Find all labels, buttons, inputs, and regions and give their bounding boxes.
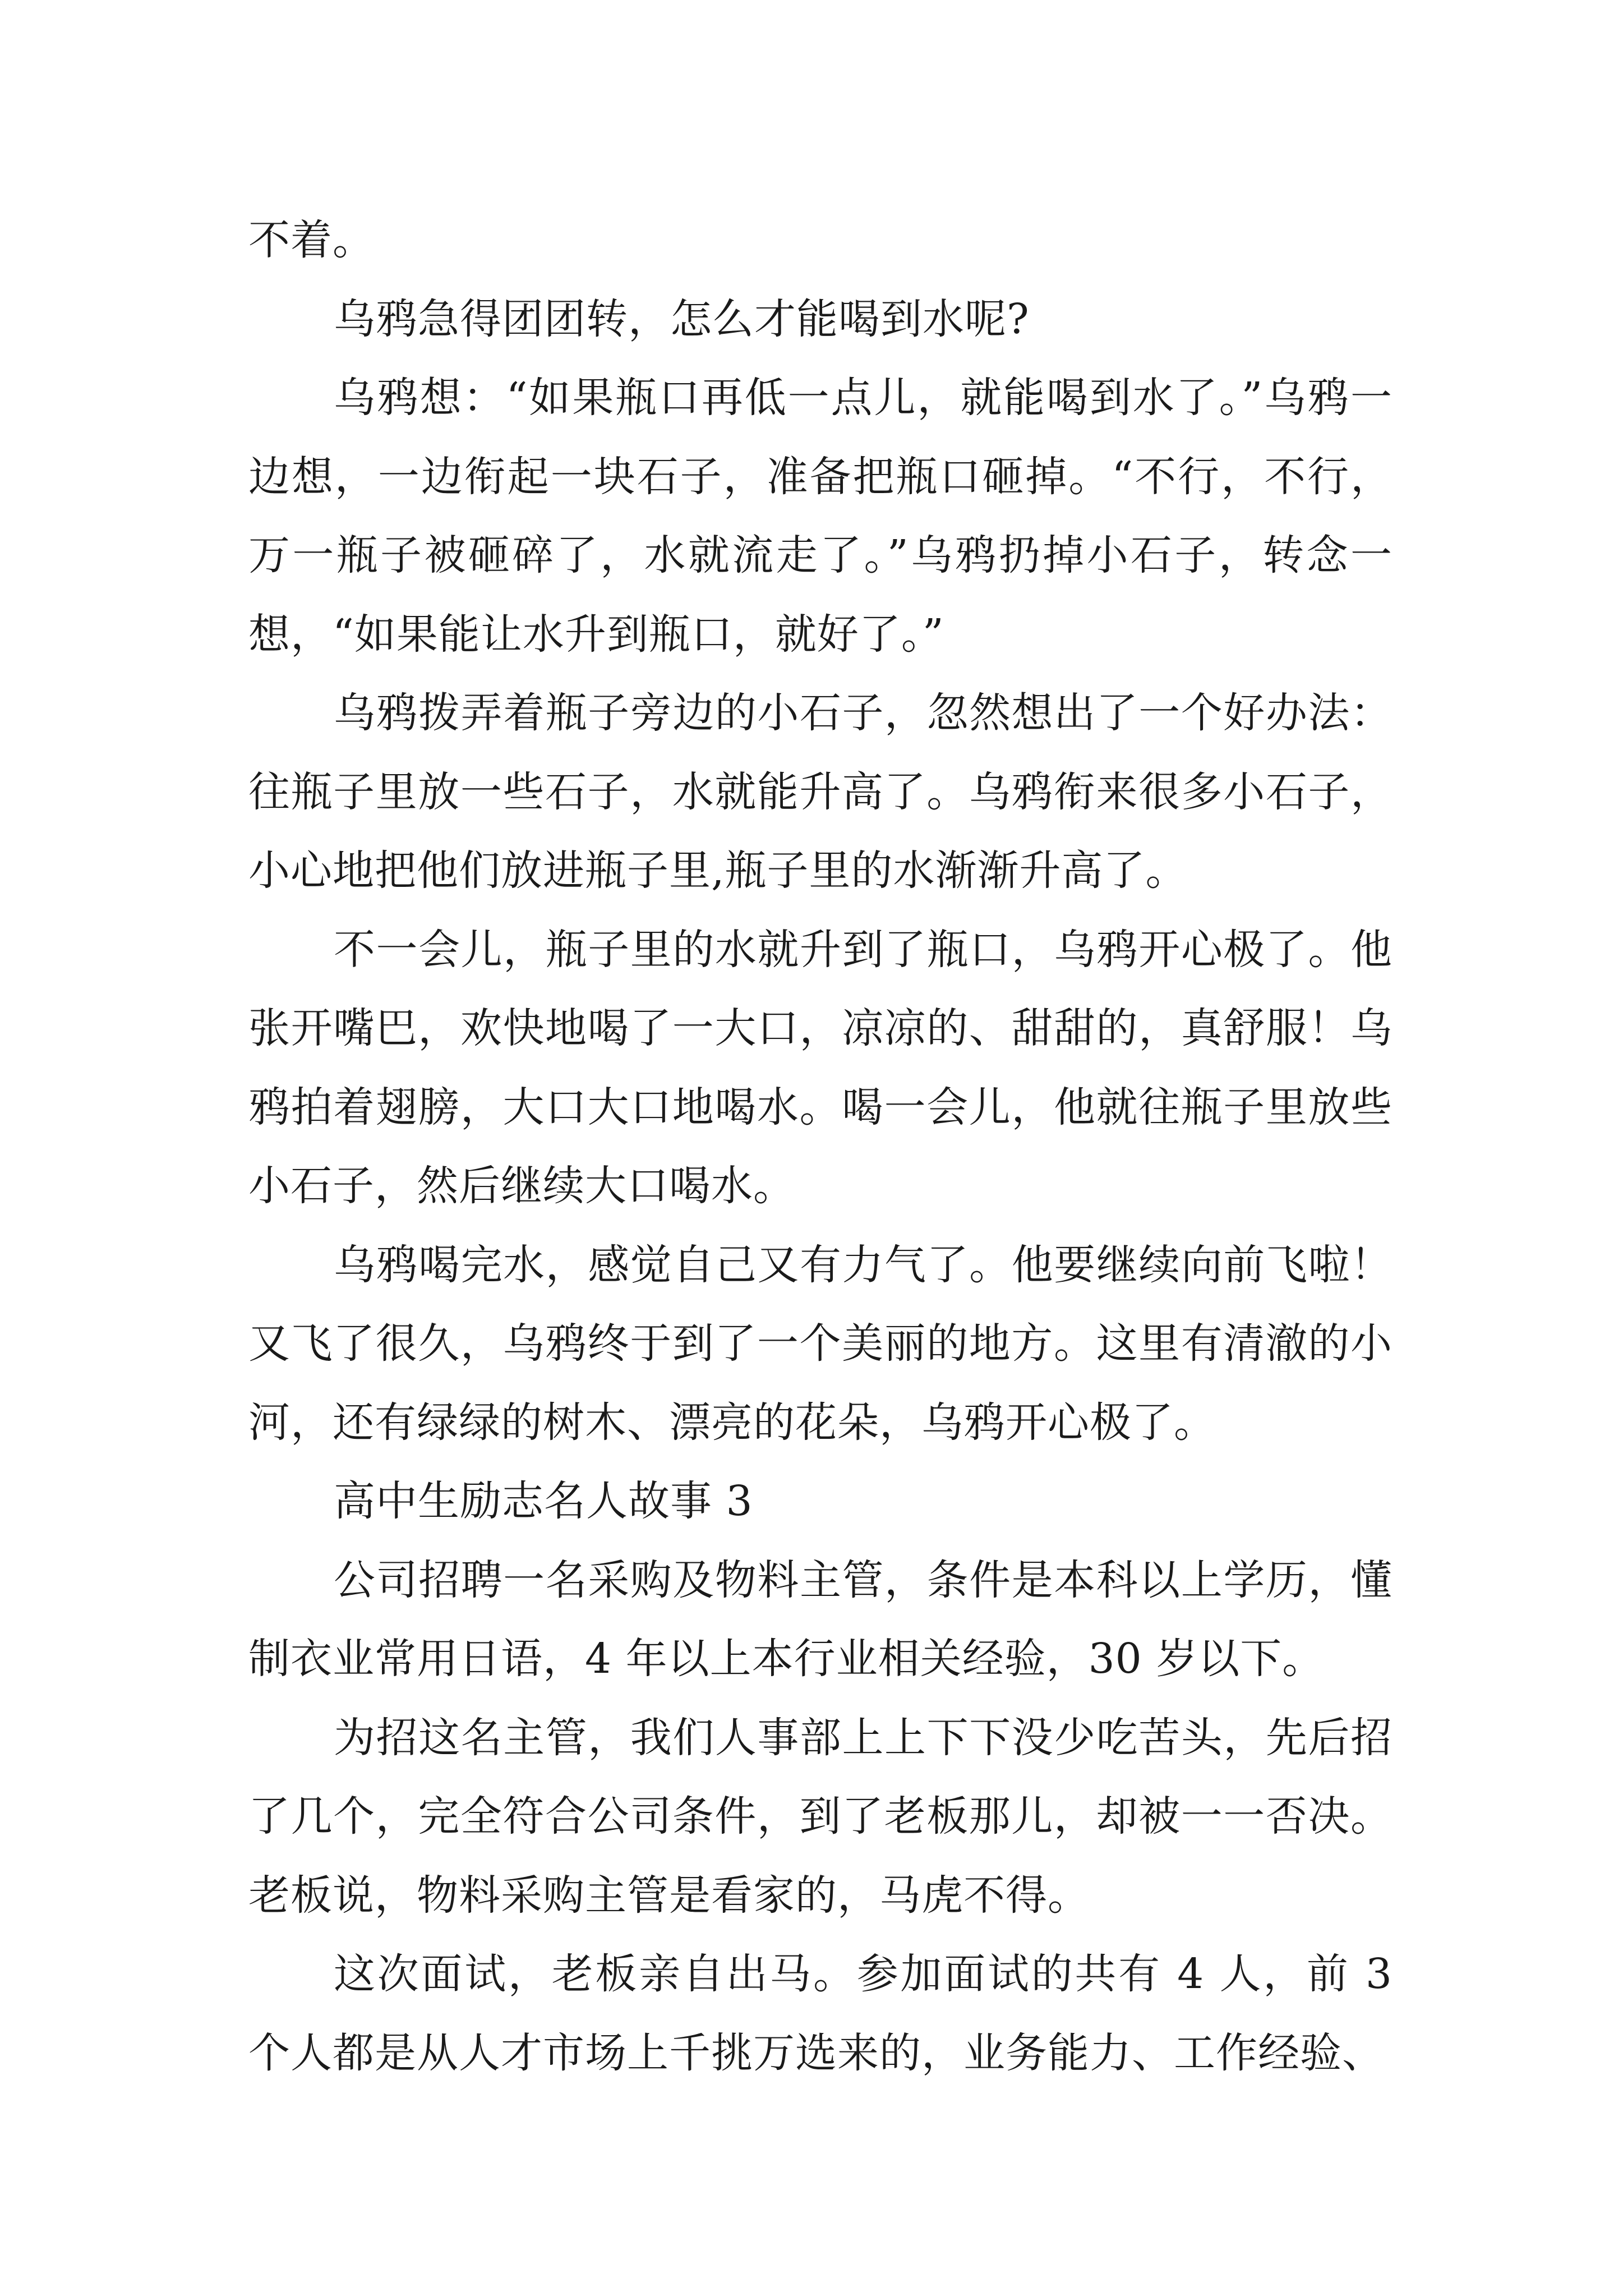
paragraph-4: 乌鸦拨弄着瓶子旁边的小石子，忽然想出了一个好办法：往瓶子里放一些石子，水就能升高了。乌鸦衔来很多小石子，小心地把他们放进瓶子里,瓶子里的水渐渐升高了。 — [248, 689, 1393, 895]
paragraph-1: 不着。 — [248, 216, 375, 264]
paragraph-7: 公司招聘一名采购及物料主管，条件是本科以上学历，懂制衣业常用日语，4 年以上本行业相关经验，30 岁以下。 — [248, 1556, 1393, 1683]
paragraph-6: 乌鸦喝完水，感觉自己又有力气了。他要继续向前飞啦！又飞了很久，乌鸦终于到了一个美丽的地方。这里有清澈的小河，还有绿绿的树木、漂亮的花朵，乌鸦开心极了。 — [248, 1240, 1393, 1447]
paragraph-9: 这次面试，老板亲自出马。参加面试的共有 4 人，前 3 个人都是从人才市场上千挑万选来的，业务能力、工作经验、 — [248, 1950, 1393, 2077]
paragraph-2: 乌鸦急得团团转，怎么才能喝到水呢? — [334, 295, 1030, 343]
paragraph-8: 为招这名主管，我们人事部上上下下没少吃苦头，先后招了几个，完全符合公司条件，到了老板那儿，却被一一否决。老板说，物料采购主管是看家的，马虎不得。 — [248, 1713, 1393, 1920]
paragraph-3: 乌鸦想：“如果瓶口再低一点儿，就能喝到水了。”乌鸦一边想，一边衔起一块石子，准备把瓶口砸掉。“不行，不行，万一瓶子被砸碎了，水就流走了。”乌鸦扔掉小石子，转念一想，“如果能让水升到瓶口，就好了。” — [248, 374, 1393, 659]
document-body — [248, 201, 1393, 2092]
paragraph-5: 不一会儿，瓶子里的水就升到了瓶口，乌鸦开心极了。他张开嘴巴，欢快地喝了一大口，凉凉的、甜甜的，真舒服！乌鸦拍着翅膀，大口大口地喝水。喝一会儿，他就往瓶子里放些小石子，然后继续大口喝水。 — [248, 925, 1393, 1210]
section-title: 高中生励志名人故事 3 — [334, 1477, 753, 1525]
